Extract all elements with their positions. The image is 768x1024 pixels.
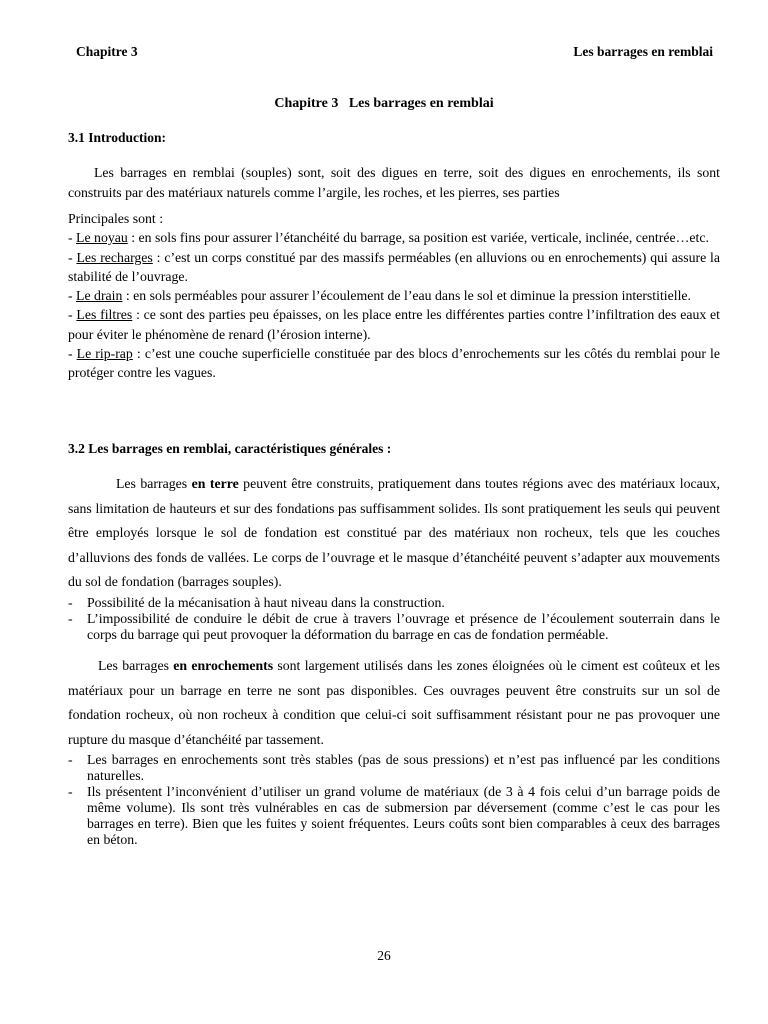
section-heading-caracteristiques: 3.2 Les barrages en remblai, caractéristiques générales : (68, 441, 392, 456)
term-filtres: Les filtres (76, 307, 133, 323)
p1-start: Les barrages (116, 476, 192, 491)
p2-rest: sont largement utilisés dans les zones éloignées où le ciment est coûteux et les matériaux pour un barrage en terre ne sont pas disponibles. Ces ouvrages peuvent être construits sur un sol de fondation rocheux, où non rocheux à condition que celui-ci soit suffisamment résistant pour ne pas provoquer une rupture du masque d’étanchéité par tassement. (68, 657, 720, 747)
p2-bold-term: en enrochements (173, 657, 274, 673)
term-rip-rap: Le rip-rap (76, 346, 133, 362)
list-item-recharges: - Les recharges : c’est un corps constitué par des massifs perméables (en alluvions ou en enrochements) qui assure la stabilité de l’ouvrage. (68, 249, 720, 284)
desc-rip-rap: : c’est une couche superficielle constituée par des blocs d’enrochements sur les côtés du remblai pour le protéger contre les vagues. (68, 346, 720, 381)
running-header-title: Les barrages en remblai (573, 44, 713, 59)
term-noyau: Le noyau (76, 230, 128, 246)
list-item-noyau: - Le noyau : en sols fins pour assurer l’étanchéité du barrage, sa position est variée, verticale, inclinée, centrée…etc. (68, 230, 709, 246)
list-item-drain: - Le drain : en sols perméables pour assurer l’écoulement de l’eau dans le sol et diminue la pression interstitielle. (68, 288, 691, 304)
term-recharges: Les recharges (76, 249, 153, 265)
desc-drain: : en sols perméables pour assurer l’écoulement de l’eau dans le sol et diminue la pression interstitielle. (122, 288, 691, 304)
intro-paragraph: Les barrages en remblai (souples) sont, soit des digues en terre, soit des digues en enrochements, ils sont construits par des matériaux naturels comme l’argile, les roches, et les pierres, ses parties (68, 165, 720, 200)
bullet-item: - L’impossibilité de conduire le débit de crue à travers l’ouvrage et présence de l’écoulement souterrain dans le corps du barrage qui peut provoquer la déformation du barrage en cas de fondation perméable. (68, 610, 720, 642)
p2-start: Les barrages (98, 657, 174, 673)
components-list (68, 209, 720, 383)
bullet-text: Possibilité de la mécanisation à haut niveau dans la construction. (87, 594, 445, 610)
bullet-item: - Les barrages en enrochements sont très stables (pas de sous pressions) et n’est pas influencé par les conditions naturelles. (68, 752, 720, 784)
bullet-text: Les barrages en enrochements sont très stables (pas de sous pressions) et n’est pas influencé par les conditions naturelles. (87, 752, 720, 784)
bullet-text: Ils présentent l’inconvénient d’utiliser un grand volume de matériaux (de 3 à 4 fois celui d’un barrage poids de même volume). Ils sont très vulnérables en cas de submersion par déversement (comme c’est le cas pour les barrages en terre). Bien que les fuites y soient fréquentes. Leurs coûts sont bien comparables à ceux des barrages en béton. (87, 784, 720, 848)
page-number: 26 (377, 948, 391, 963)
p1-bold-term: en terre (191, 476, 239, 491)
bullet-item: - Ils présentent l’inconvénient d’utiliser un grand volume de matériaux (de 3 à 4 fois celui d’un barrage poids de même volume). Ils sont très vulnérables en cas de submersion par déversement (comme c’est le cas pour les barrages en terre). Bien que les fuites y soient fréquentes. Leurs coûts sont bien comparables à ceux des barrages en béton. (68, 784, 720, 848)
section-caracteristiques-body (68, 472, 720, 848)
desc-recharges: : c’est un corps constitué par des massifs perméables (en alluvions ou en enrochements) qui assure la stabilité de l’ouvrage. (68, 249, 720, 284)
list-item-rip-rap: - Le rip-rap : c’est une couche superficielle constituée par des blocs d’enrochements sur les côtés du remblai pour le protéger contre les vagues. (68, 346, 720, 381)
principales-line: Principales sont : (68, 211, 164, 226)
chapter-title: Chapitre 3 Les barrages en remblai (274, 96, 494, 111)
bullet-text: L’impossibilité de conduire le débit de crue à travers l’ouvrage et présence de l’écoulement souterrain dans le corps du barrage qui peut provoquer la déformation du barrage en cas de fondation perméable. (87, 610, 720, 642)
list-item-filtres: - Les filtres : ce sont des parties peu épaisses, on les place entre les différentes parties contre l’infiltration des eaux et pour éviter le phénomène de renard (l’érosion interne). (68, 307, 720, 342)
paragraph-en-enrochements (68, 654, 720, 752)
p1-rest: peuvent être construits, pratiquement dans toutes régions avec des matériaux locaux, sans limitation de hauteurs et sur des fondations pas suffisamment solides. Ils sont pratiquement les seuls qui peuvent être employés lorsque le sol de fondation est constitué par des matériaux non rocheux, tels que les couches d’alluvions des fonds de vallées. Le corps de l’ouvrage et le masque d’étanchéité peuvent s’adapter aux mouvements du sol de fondation (barrages souples). (68, 476, 721, 590)
running-header-chapter: Chapitre 3 (76, 44, 138, 59)
paragraph-en-terre (68, 472, 720, 595)
section-introduction-body (68, 163, 720, 202)
term-drain: Le drain (76, 288, 123, 304)
bullet-item: - Possibilité de la mécanisation à haut niveau dans la construction. (68, 595, 720, 611)
desc-filtres: : ce sont des parties peu épaisses, on les place entre les différentes parties contre l’infiltration des eaux et pour éviter le phénomène de renard (l’érosion interne). (68, 307, 720, 342)
section-heading-introduction: 3.1 Introduction: (68, 130, 167, 145)
desc-noyau: : en sols fins pour assurer l’étanchéité du barrage, sa position est variée, verticale, inclinée, centrée…etc. (127, 230, 709, 246)
